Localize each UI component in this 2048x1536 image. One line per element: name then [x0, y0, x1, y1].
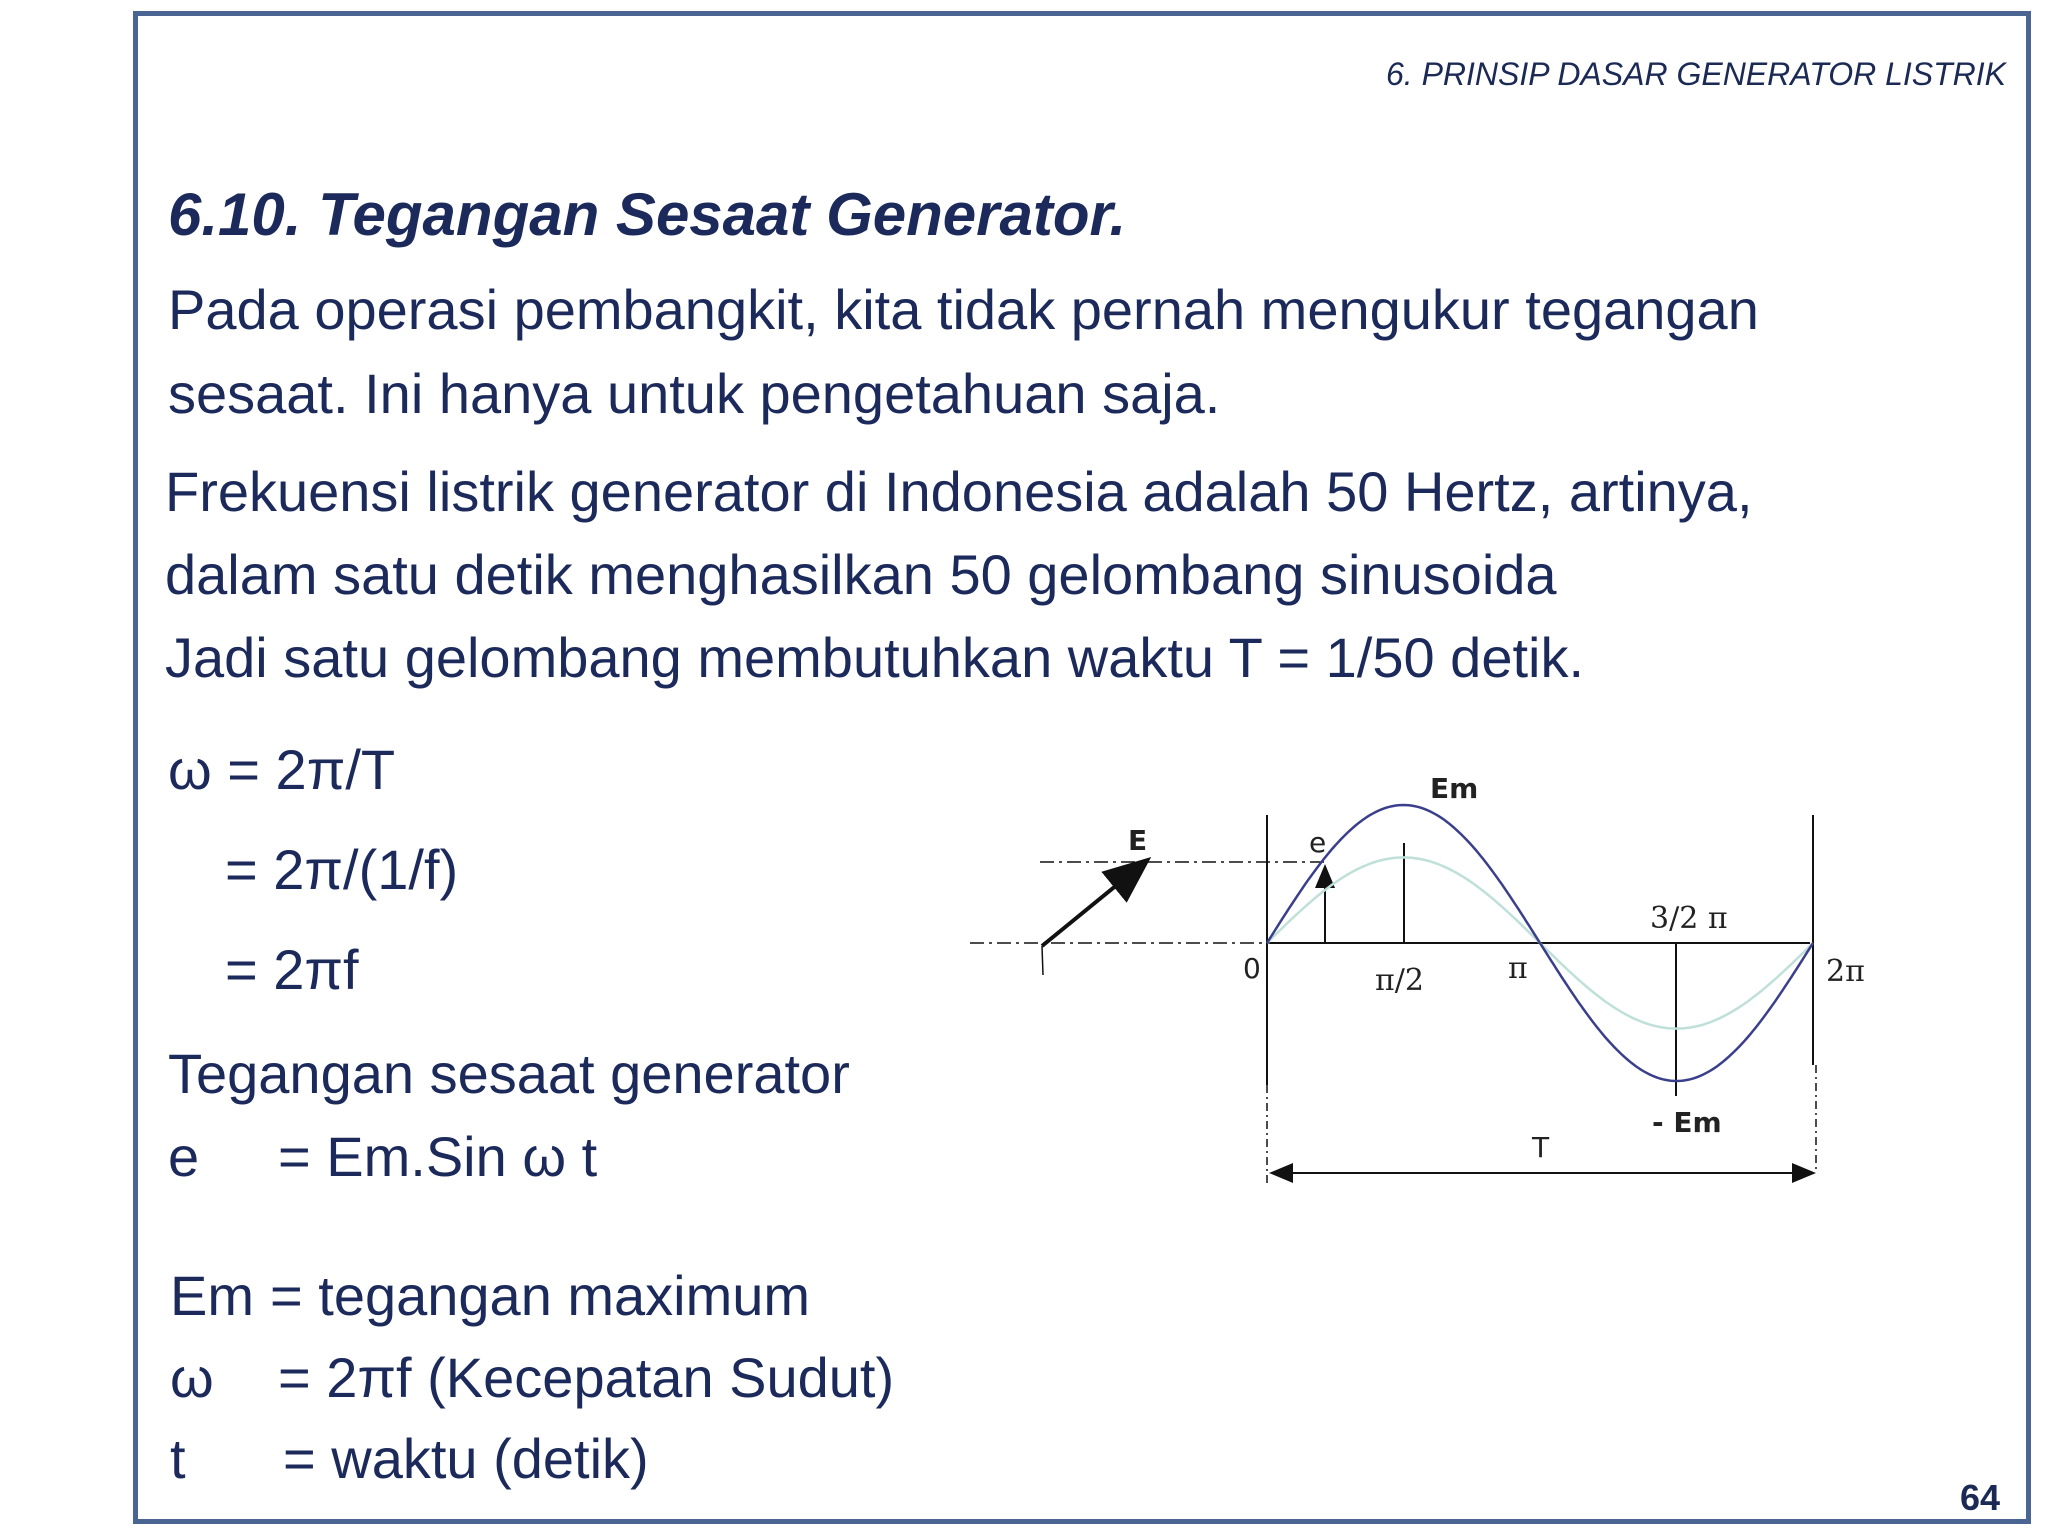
frequency-paragraph: [165, 450, 1753, 699]
instant-label: e: [1309, 826, 1327, 859]
omega-equation-2: = 2π/(1/f): [225, 838, 459, 901]
omega-equation-1: ω = 2π/T: [168, 738, 396, 801]
omega-equation-3: = 2πf: [225, 938, 359, 1001]
half-pi-label: π/2: [1375, 963, 1424, 998]
sine-wave-diagram: [960, 760, 1890, 1200]
zero-label: 0: [1243, 952, 1261, 985]
frequency-line: Frekuensi listrik generator di Indonesia adalah 50 Hertz, artinya,: [165, 460, 1753, 523]
def-text-omega: = 2πf (Kecepatan Sudut): [278, 1346, 895, 1409]
section-title: 6.10. Tegangan Sesaat Generator.: [168, 181, 1127, 248]
instant-voltage-label: Tegangan sesaat generator: [168, 1042, 850, 1105]
intro-paragraph: [168, 268, 1759, 436]
intro-line: sesaat. Ini hanya untuk pengetahuan saja.: [168, 362, 1221, 425]
minus-em-label: - Em: [1652, 1106, 1722, 1139]
period-label: T: [1532, 1131, 1550, 1164]
def-symbol-omega: ω: [170, 1346, 214, 1409]
phasor-arrow: [1042, 862, 1145, 946]
intro-line: Pada operasi pembangkit, kita tidak pernah mengukur tegangan: [168, 278, 1759, 341]
two-pi-label: 2π: [1826, 954, 1865, 989]
def-text-em: = tegangan maximum: [270, 1264, 811, 1327]
def-symbol-t: t: [170, 1427, 186, 1490]
frequency-line: Jadi satu gelombang membutuhkan waktu T = 1/50 detik.: [165, 626, 1585, 689]
pi-label: π: [1508, 951, 1528, 986]
frequency-line: dalam satu detik menghasilkan 50 gelombang sinusoida: [165, 543, 1557, 606]
em-label: Em: [1430, 772, 1479, 805]
phasor-label: E: [1128, 824, 1148, 857]
three-half-pi-label: 3/2 π: [1650, 901, 1728, 936]
page-number: 64: [1959, 1477, 2000, 1518]
def-text-t: = waktu (detik): [283, 1427, 649, 1490]
phasor-tick: [1042, 946, 1043, 975]
def-symbol-em: Em: [170, 1264, 254, 1327]
chapter-header: 6. PRINSIP DASAR GENERATOR LISTRIK: [1386, 56, 2006, 92]
instant-voltage-symbol: e: [168, 1125, 200, 1188]
instant-voltage-formula: = Em.Sin ω t: [278, 1125, 598, 1188]
